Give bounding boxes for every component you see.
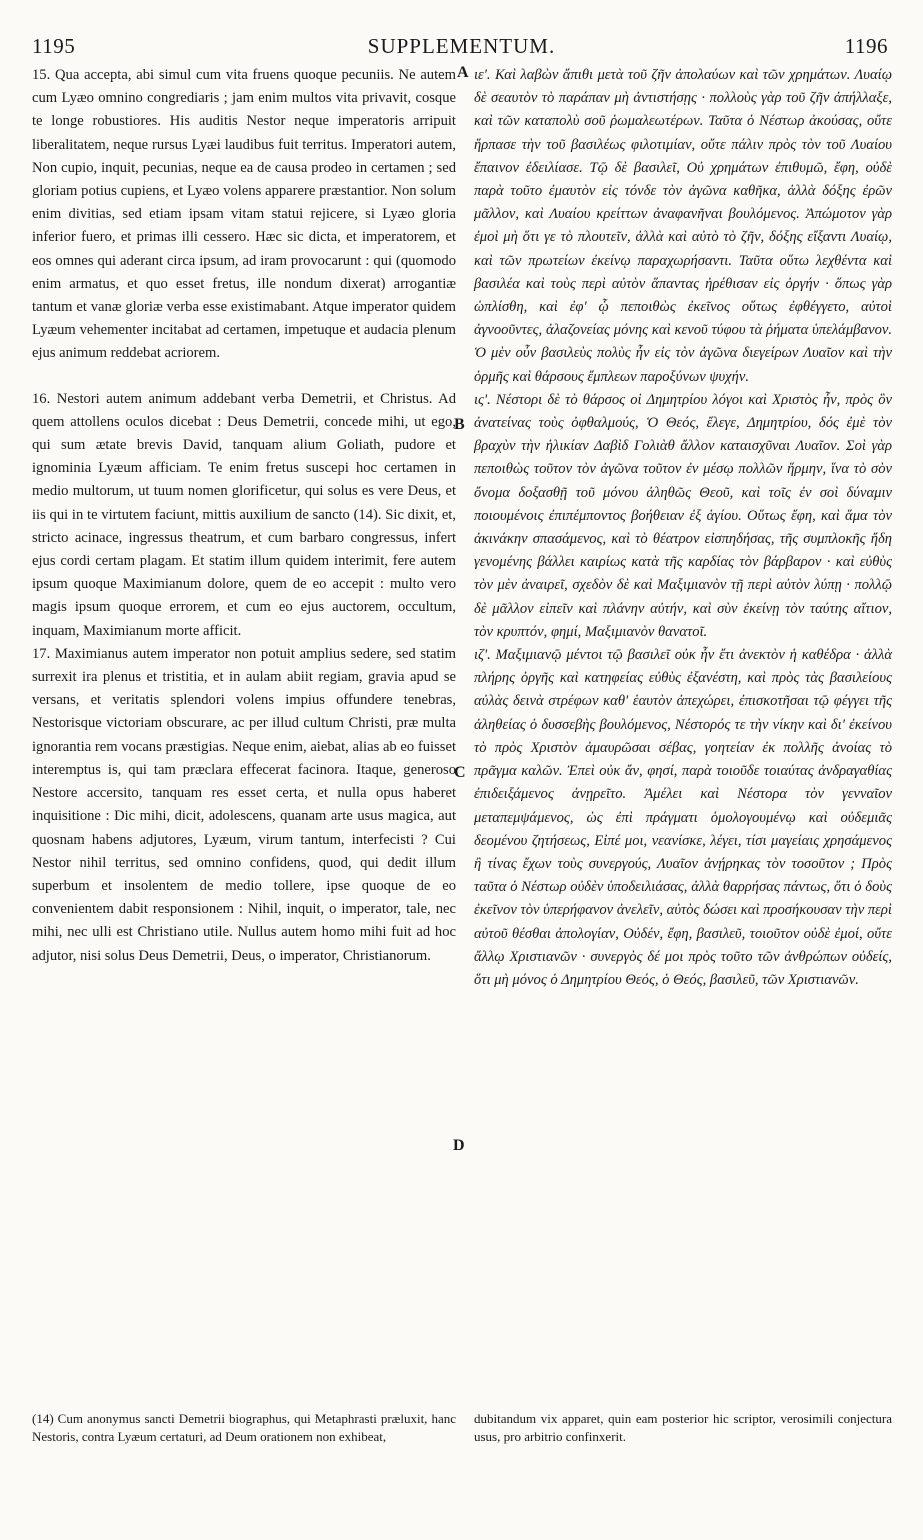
latin-paragraph-17: 17. Maximianus autem imperator non potuit amplius sedere, sed statim surrexit ira plenus et tristitia, et in aulam abiit regiam, gravia apud se versans, et veritatis splendori volens impius offundere tenebras, Nestorisque victoriam obscurare, ac per illud cultum Christi, præ multa ignorantia rem vocans præstigias. Neque enim, aiebat, alias ab eo fuisset interemptus is, qui tam præclara effecerat facinora. Itaque, generoso Nestore accersito, tanquam res esset certa, et nulla opus haberet inquisitione : Dic mihi, dicit, adolescens, quanam arte usus magica, aut quosnam habens adjutores, Lyæum, virum tantum, interfecisti ? Cui Nestor nihil territus, sed omnino confidens, quod, qui dedit illum superbum et insolentem de medio tollere, ipse quoque de eo convenientem dabit responsionem : Nihil, inquit, o imperator, tale, nec mihi, nec ulli est Christiano utile. Nullus autem homo mihi fuit ad hoc adjutor, nisi solus Deus Demetrii, Deus, o imperator, Christianorum. xyxy=(32,645,456,964)
margin-marker-a: A xyxy=(457,64,469,81)
latin-column xyxy=(32,64,456,968)
latin-paragraph-16: 16. Nestori autem animum addebant verba Demetrii, et Christus. Ad quem attollens oculos dicebat : Deus Demetrii, concede mihi, ut ego, qui sum ætate brevis David, tanquam alium Goliath, pudore et ignominia Lyæum afficiam. Te enim fretus suscepi hoc certamen in medio multorum, ut tuum nomen glorificetur, qui solus es vere Deus, et iis qui in te virtutem faciunt, mittis auxilium de sancto (14). Sic dixit, et, stricto acinace, ingressus theatrum, et cum barbaro congressus, infert ejus cordi certam plagam. Et statim illum quidem interimit, fere autem ipsum quoque Maximianum dolore, quem de eo accepit : multo vero magis ipsum quoque errorem, et cum eo ejus auctorem, occultum, inquam, Maximianum morte afficit. xyxy=(32,390,456,639)
greek-column xyxy=(474,64,892,992)
latin-paragraph-15: 15. Qua accepta, abi simul cum vita fruens quoque pecuniis. Ne autem cum Lyæo omnino congrediaris ; jam enim multos vita privavit, cosque te longe robustiores. His auditis Nestor neque imperatoris arripuit liberalitatem, neque rursus Lyæi laudibus fuit territus. Imperatori autem, Non cupio, inquit, pecunias, neque ea de causa prodeo in certamen ; sed gloriam potius cupiens, et Lyæo volens apparere præstantior. Non solum enim divitias, sed etiam ipsam vitam statui rejicere, si Lyæo gloria inferior fuero, et primas illi cessero. Hæc sic dicta, et imperatorem, et eos omnes qui aderant circa ipsum, ad iram provocarunt : qui (quomodo enim armatus, et quo esset fretus, ille nondum dixerat) arrogantiæ tantum et vanæ gloriæ verba esse existimabant. Atque imperator quidem Lyæum vehementer incitabat ad certamen, impetuque et audacia plenum ejus animum reddebat acriorem. xyxy=(32,67,456,362)
margin-marker-c: C xyxy=(454,764,466,781)
page-number-left: 1195 xyxy=(32,34,76,58)
greek-paragraph-16: ις'. Νέστορι δὲ τὸ θάρσος οἱ Δημητρίου λόγοι καὶ Χριστὸς ἦν, πρὸς ὃν ἀνατείνας τοὺς ὀφθαλμούς, Ὁ Θεός, ἔλεγε, Δημητρίου, δός ἐμὲ τὸν βραχὺν τὴν ἡλικίαν Δαβὶδ Γολιὰθ ἄλλον καταισχῦναι Λυαῖον. Σοὶ γὰρ πεποιθὼς τοῦτον τὸν ἀγῶνα τοῦτον ἐν μέσῳ πολλῶν ἥρμην, ἵνα τὸ σὸν ὄνομα δοξασθῇ τοῦ μόνου ἀληθῶς Θεοῦ, καὶ τοῖς ἐν σοὶ δύναμιν ποιουμένοις ἐπιπέμποντος βοήθειαν ἐξ ἁγίου. Οὕτως ἔφη, καὶ ἅμα τὸν ἀκινάκην σπασάμενος, καὶ τὸ θέατρον εἰσπηδήσας, τῆς συμπλοκῆς ἤδη γενομένης βάλλει καιρίως κατὰ τῆς καρδίας τὸν βάρβαρον · καὶ εὐθὺς τὸν μὲν ἀναιρεῖ, σχεδὸν δὲ καὶ Μαξιμιανὸν τῇ περὶ αὐτὸν λύπῃ · πολλῷ δὲ μᾶλλον εἰπεῖν καὶ πλάνην αὐτήν, καὶ σὺν ἐκείνῃ τὸν ταύτης αἴτιον, τὸν κρυπτόν, φημί, Μαξιμιανὸν θανατοῖ. xyxy=(474,391,892,640)
paragraph-gap xyxy=(32,366,456,388)
page-number-right: 1196 xyxy=(844,34,888,58)
running-title: SUPPLEMENTUM. xyxy=(367,34,556,58)
footnote-latin: (14) Cum anonymus sancti Demetrii biographus, qui Metaphrasti præluxit, hanc Nestoris, contra Lyæum certaturi, ad Deum orationem non exhibeat, xyxy=(32,1411,456,1444)
greek-paragraph-17: ιζ'. Μαξιμιανῷ μέντοι τῷ βασιλεῖ οὐκ ἦν ἔτι ἀνεκτὸν ἡ καθέδρα · ἀλλὰ πλήρης ὀργῆς καὶ κατηφείας εὐθὺς ἐξανέστη, καὶ πρὸς τὰς βασιλείους αὐλὰς δεινὰ στρέφων καθ' ἑαυτὸν ἀπεχώρει, ἐπισκοτῆσαι τῷ φέγγει τῆς ἀληθείας ὁ δυσσεβὴς βουλόμενος, Νέστορός τε τὴν νίκην καὶ δι' ἐκείνου τὸ πρὸς Χριστὸν ἀμαυρῶσαι σέβας, γοητείαν ἐκ πολλῆς ἀνοίας τὸ πρᾶγμα καλῶν. Ἐπεὶ οὐκ ἄν, φησί, παρὰ τοιοῦδε τοιαύτας ἀνδραγαθίας ἐπιδειξάμενος ἀνῃρεῖτο. Ἀμέλει καὶ Νέστορα τὸν γενναῖον μεταπεμψάμενος, ὡς ἐπὶ πράγματι ὁμολογουμένῳ καὶ οὐδεμιᾶς δεομένου ζητήσεως, Εἰπέ μοι, νεανίσκε, λέγει, τίσι μαγείαις χρησάμενος ἢ τίνας ἔχων τοὺς συνεργούς, Λυαῖον ἀνῄρηκας τὸν τοσοῦτον ; Πρὸς ταῦτα ὁ Νέστωρ οὐδὲν ὑποδειλιάσας, ἀλλὰ θαρρήσας πάντως, ὅτι ὁ δοὺς ἐκεῖνον τὸν ὑπερήφανον ἀνελεῖν, αὐτὸς δώσει καὶ προσήκουσαν τὴν περὶ αὐτοῦ θέσθαι ἀπολογίαν, Οὐδέν, ἔφη, βασιλεῦ, τοιοῦτον οὐδὲ ἐμοί, οὔτε ἄλλῳ Χριστιανῶν · συνεργὸς δέ μοι πρὸς τοῦτο τῶν ἀνθρώπων οὐδείς, ὅτι μὴ μόνος ὁ Δημητρίου Θεός, ὁ Θεός, βασιλεῦ, τῶν Χριστιανῶν. xyxy=(474,647,892,988)
footnote-continuation: dubitandum vix apparet, quin eam posterior hic scriptor, verosimili conjectura usus, pro arbitrio confinxerit. xyxy=(474,1411,892,1444)
margin-marker-d: D xyxy=(453,1137,465,1154)
margin-marker-b: B xyxy=(454,416,465,433)
greek-paragraph-15: ιε'. Καὶ λαβὼν ἄπιθι μετὰ τοῦ ζῆν ἀπολαύων καὶ τῶν χρημάτων. Λυαίῳ δὲ σεαυτὸν τὸ παράπαν μὴ ἀντιστήσῃς · πολλοὺς γὰρ τοῦ ζῆν ἀπήλλαξε, καὶ τῶν καταπολὺ σοῦ ῥωμαλεωτέρων. Ταῦτα ὁ Νέστωρ ἀκούσας, οὔτε ἥρπασε τὴν τοῦ βασιλέως φιλοτιμίαν, οὔτε πάλιν πρὸς τὸν τοῦ Λυαίου ἔπαινον ἐδειλίασε. Τῷ δὲ βασιλεῖ, Οὐ χρημάτων ἐπιθυμῶ, ἔφη, οὐδὲ παρὰ τοῦτο ἐμαυτὸν εἰς τόνδε τὸν ἀγῶνα καθῆκα, ἀλλὰ δόξης ἐρῶν μᾶλλον, καὶ Λυαίου κρείττων ἀναφανῆναι βουλόμενος. Ἀπώμοτον γὰρ ἐμοὶ μὴ ὅτι γε τὸ πλουτεῖν, ἀλλὰ καὶ αὐτὸ τὸ ζῆν, δόξης εἴξαντι Λυαίῳ, καὶ τῶν πρωτείων ἐκείνῳ παραχωρήσαντι. Ταῦτα οὕτω λεχθέντα καὶ βασιλέα καὶ τοὺς περὶ αὐτὸν ἅπαντας ἠρέθισαν εἰς ὀργήν · ὅπως γὰρ ὡπλίσθη, καὶ ἐφ' ᾧ πεποιθὼς ἐκεῖνος οὕτως ἐφθέγγετο, αὐτοὶ ἀγνοοῦντες, ἀλαζονείας μόνης καὶ κενοῦ τύφου τὰ ῥήματα ὑπελάμβανον. Ὁ μὲν οὖν βασιλεὺς πολὺς ἦν εἰς τὸν ἀγῶνα διεγείρων Λυαῖον καὶ τὴν ὁρμῆς καὶ θάρσους ἔμπλεων παροξύνων ψυχήν. xyxy=(474,67,892,385)
